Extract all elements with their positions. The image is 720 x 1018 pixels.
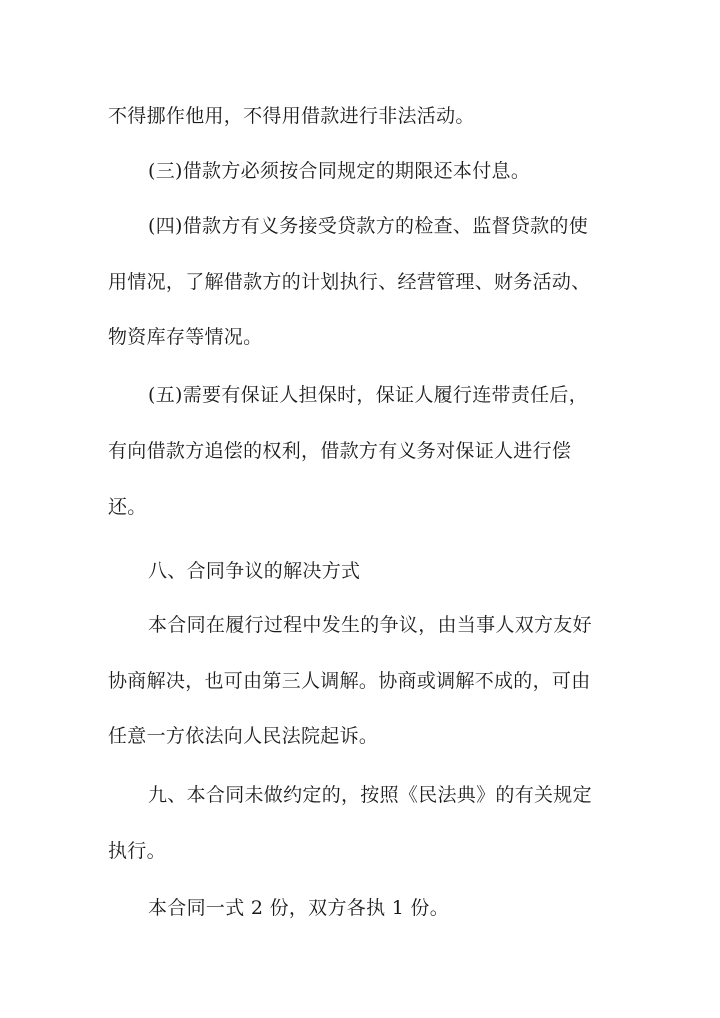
section-heading: 八、合同争议的解决方式 (148, 560, 361, 582)
text-line: (四)借款方有义务接受贷款方的检查、监督贷款的使 (148, 215, 589, 237)
text-line: 本合同一式 2 份，双方各执 1 份。 (148, 897, 450, 919)
text-line: 执行。 (108, 840, 166, 862)
text-line: 物资库存等情况。 (108, 326, 263, 348)
text-line: 本合同在履行过程中发生的争议，由当事人双方友好 (148, 614, 592, 636)
text-line: (三)借款方必须按合同规定的期限还本付息。 (148, 160, 531, 182)
text-line: (五)需要有保证人担保时，保证人履行连带责任后， (148, 384, 589, 406)
text-line: 九、本合同未做约定的，按照《民法典》的有关规定 (148, 784, 592, 806)
text-line: 用情况，了解借款方的计划执行、经营管理、财务活动、 (108, 271, 591, 293)
text-line: 协商解决，也可由第三人调解。协商或调解不成的，可由 (108, 670, 591, 692)
text-line: 还。 (108, 496, 147, 518)
text-line: 不得挪作他用，不得用借款进行非法活动。 (108, 105, 475, 127)
text-line: 任意一方依法向人民法院起诉。 (108, 725, 379, 747)
text-line: 有向借款方追偿的权利，借款方有义务对保证人进行偿 (108, 440, 572, 462)
